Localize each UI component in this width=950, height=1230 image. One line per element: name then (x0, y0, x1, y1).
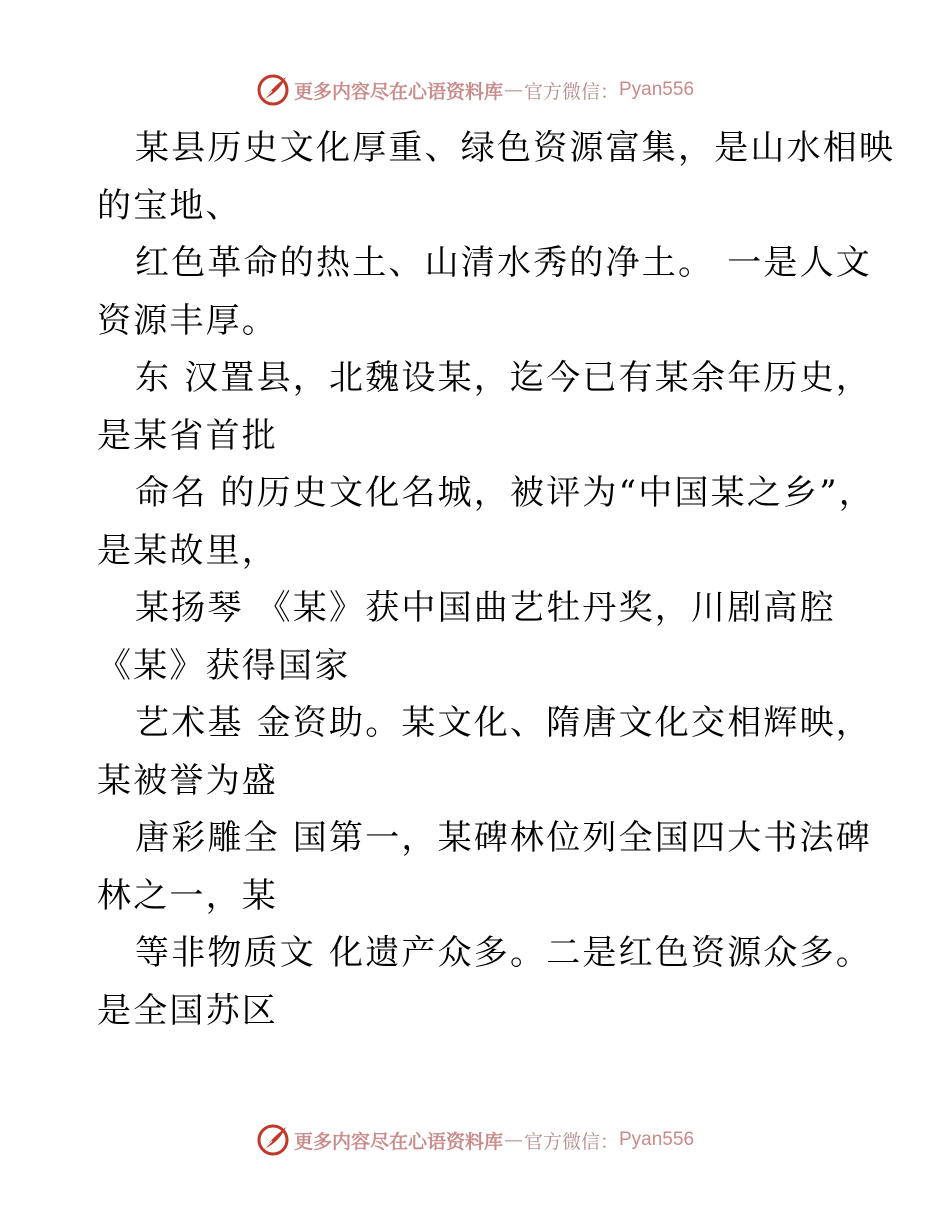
body-text (97, 120, 896, 1040)
watermark-text: 更多内容尽在心语资料库 (293, 80, 503, 103)
wechat-handle: Pyan556 (619, 79, 695, 100)
text-line: 是全国苏区 (97, 990, 278, 1031)
footer-watermark (0, 1120, 950, 1160)
text-line: 的宝地、 (97, 185, 242, 226)
text-line: 林之一，某 (97, 875, 278, 916)
watermark-dash: — (503, 79, 523, 101)
text-line: 《某》获得国家 (97, 645, 351, 686)
feather-quill-logo-icon (256, 1123, 290, 1157)
wechat-label: 官方微信： (523, 80, 619, 103)
watermark-dash: — (503, 1129, 523, 1151)
text-line: 资源丰厚。 (97, 300, 278, 341)
text-line: 某县历史文化厚重、绿色资源富集，是山水相映 (135, 128, 896, 168)
wechat-label: 官方微信： (523, 1130, 619, 1153)
watermark-text: 更多内容尽在心语资料库 (293, 1130, 503, 1153)
text-line: 红色革命的热土、山清水秀的净土。 一是人文 (135, 243, 873, 283)
text-line: 某被誉为盛 (97, 760, 278, 801)
feather-quill-logo-icon (256, 73, 290, 107)
text-line: 东 汉置县，北魏设某，迄今已有某余年历史， (135, 358, 873, 398)
text-line: 等非物质文 化遗产众多。二是红色资源众多。 (135, 933, 873, 973)
text-line: 艺术基 金资助。某文化、隋唐文化交相辉映， (135, 703, 873, 743)
text-line: 命名 的历史文化名城，被评为“中国某之乡”， (135, 473, 875, 513)
wechat-handle: Pyan556 (619, 1129, 695, 1150)
text-line: 某扬琴 《某》获中国曲艺牡丹奖，川剧高腔 (135, 588, 836, 628)
text-line: 是某省首批 (97, 415, 278, 456)
header-watermark (0, 70, 950, 110)
text-line: 是某故里， (97, 530, 278, 571)
text-line: 唐彩雕全 国第一，某碑林位列全国四大书法碑 (135, 818, 873, 858)
